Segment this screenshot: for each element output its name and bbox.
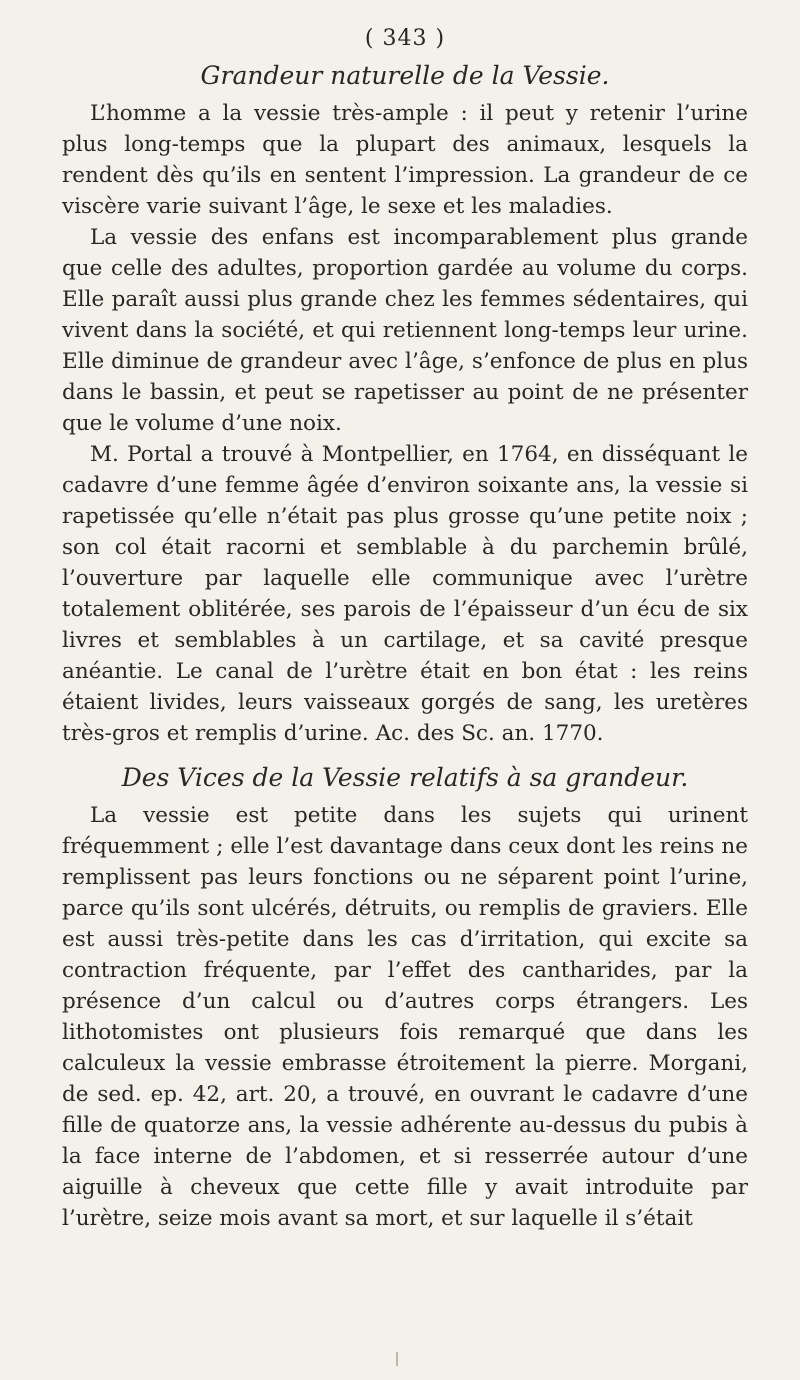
paragraph-2: La vessie des enfans est incomparablement plus grande que celle des adultes, proportion gardée au volume du corps. Elle paraît aussi plus grande chez les femmes sédentaires, qui vivent dans la société, et qui retiennent long-temps leur urine. Elle diminue de grandeur avec l’âge, s’enfonce de plus en plus dans le bassin, et peut se rapetisser au point de ne présenter que le volume d’une noix. <box>62 225 748 436</box>
paragraph-4: La vessie est petite dans les sujets qui urinent fréquemment ; elle l’est davantage dans ceux dont les reins ne remplissent pas leurs fonctions ou ne séparent point l’urine, parce qu’ils sont ulcérés, détruits, ou remplis de graviers. Elle est aussi très-petite dans les cas d’irritation, qui excite sa contraction fréquente, par l’effet des cantharides, par la présence d’un calcul ou d’autres corps étrangers. Les lithotomistes ont plusieurs fois remarqué que dans les calculeux la vessie embrasse étroitement la pierre. Morgani, de sed. ep. 42, art. 20, a trouvé, en ouvrant le cadavre d’une fille de quatorze ans, la vessie adhérente au-dessus du pubis à la face interne de l’abdomen, et si resserrée autour d’une aiguille à cheveux que cette fille y avait introduite par l’urètre, seize mois avant sa mort, et sur laquelle il s’était <box>62 803 748 1231</box>
section-heading-size-defects: Des Vices de la Vessie relatifs à sa grandeur. <box>121 763 689 792</box>
paper-mark <box>396 1352 398 1366</box>
page-number: ( 343 ) <box>364 26 446 51</box>
paragraph-3: M. Portal a trouvé à Montpellier, en 1764, en disséquant le cadavre d’une femme âgée d’environ soixante ans, la vessie si rapetissée qu’elle n’était pas plus grosse qu’une petite noix ; son col était racorni et semblable à du parchemin brûlé, l’ouverture par laquelle elle communique avec l’urètre totalement oblitérée, ses parois de l’épaisseur d’un écu de six livres et semblables à un cartilage, et sa cavité presque anéantie. Le canal de l’urètre était en bon état : les reins étaient livides, leurs vaisseaux gorgés de sang, les uretères très-gros et remplis d’urine. Ac. des Sc. an. 1770. <box>62 442 748 746</box>
section-heading-natural-size: Grandeur naturelle de la Vessie. <box>200 61 610 90</box>
paragraph-1: L’homme a la vessie très-ample : il peut y retenir l’urine plus long-temps que la plupart des animaux, lesquels la rendent dès qu’ils en sentent l’impression. La grandeur de ce viscère varie suivant l’âge, le sexe et les maladies. <box>62 101 748 219</box>
